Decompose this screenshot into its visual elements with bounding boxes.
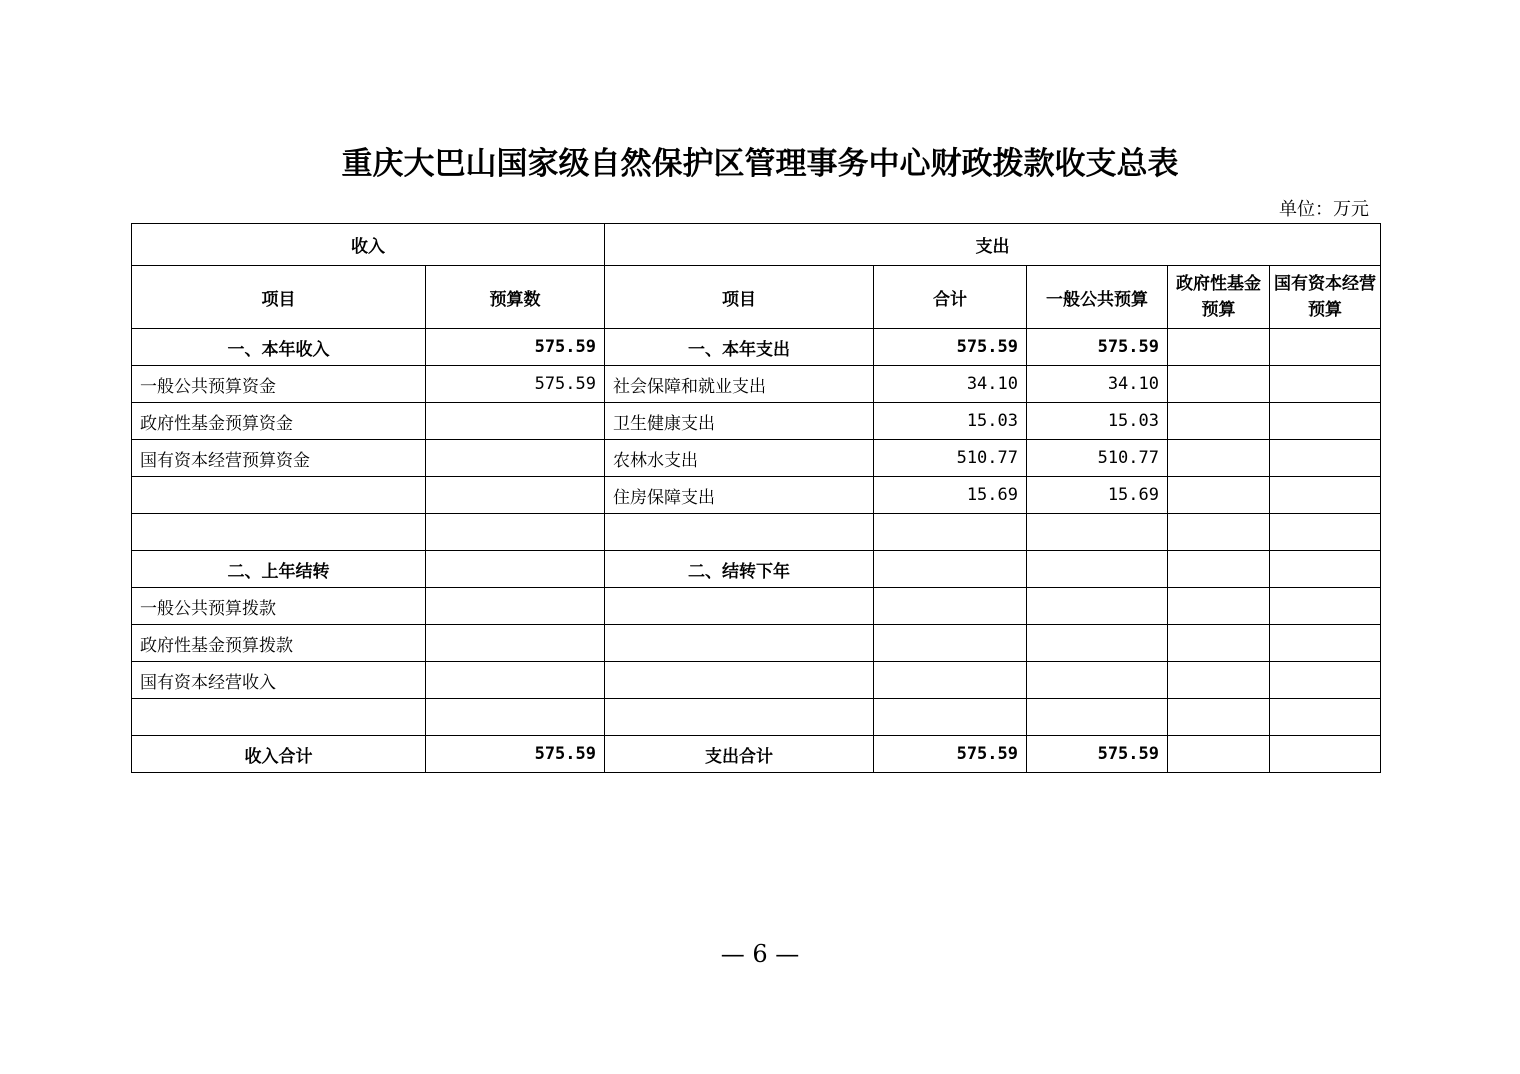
expense-general-cell — [1027, 588, 1168, 625]
expense-item-cell: 二、结转下年 — [605, 551, 874, 588]
income-budget-cell — [426, 403, 605, 440]
table-row — [132, 588, 1381, 625]
table-row — [132, 329, 1381, 366]
income-budget-cell — [426, 625, 605, 662]
income-budget-cell: 575.59 — [426, 329, 605, 366]
expense-gov-fund-cell — [1168, 366, 1270, 403]
income-budget-cell — [426, 699, 605, 736]
table-row — [132, 662, 1381, 699]
expense-state-capital-cell — [1270, 440, 1381, 477]
expense-item-cell — [605, 514, 874, 551]
income-budget-cell — [426, 588, 605, 625]
expense-general-cell — [1027, 514, 1168, 551]
expense-general-cell: 34.10 — [1027, 366, 1168, 403]
expense-state-capital-total-value — [1270, 736, 1381, 773]
expense-gov-fund-header: 政府性基金预算 — [1168, 266, 1270, 329]
header-row-top — [132, 224, 1381, 266]
expense-total-cell: 510.77 — [874, 440, 1027, 477]
table-row — [132, 403, 1381, 440]
expense-item-cell — [605, 625, 874, 662]
expense-general-cell: 15.03 — [1027, 403, 1168, 440]
expense-total-label: 支出合计 — [605, 736, 874, 773]
income-item-cell: 一般公共预算拨款 — [132, 588, 426, 625]
unit-label: 单位：万元 — [1279, 199, 1369, 220]
expense-state-capital-cell — [1270, 551, 1381, 588]
income-budget-cell: 575.59 — [426, 366, 605, 403]
expense-item-cell: 一、本年支出 — [605, 329, 874, 366]
income-budget-cell — [426, 662, 605, 699]
income-item-cell — [132, 699, 426, 736]
income-item-cell: 国有资本经营收入 — [132, 662, 426, 699]
expense-state-capital-cell — [1270, 699, 1381, 736]
table-row — [132, 625, 1381, 662]
income-budget-cell — [426, 551, 605, 588]
income-budget-cell — [426, 514, 605, 551]
expense-item-cell: 农林水支出 — [605, 440, 874, 477]
expense-gov-fund-cell — [1168, 625, 1270, 662]
page-title: 重庆大巴山国家级自然保护区管理事务中心财政拨款收支总表 — [341, 146, 1179, 182]
income-item-cell: 二、上年结转 — [132, 551, 426, 588]
income-item-header: 项目 — [132, 266, 426, 329]
expense-total-cell — [874, 514, 1027, 551]
income-budget-cell — [426, 477, 605, 514]
income-item-cell: 一般公共预算资金 — [132, 366, 426, 403]
expense-total-cell — [874, 588, 1027, 625]
expense-item-cell — [605, 699, 874, 736]
expense-gov-fund-total-value — [1168, 736, 1270, 773]
expense-item-cell: 住房保障支出 — [605, 477, 874, 514]
expense-total-cell — [874, 699, 1027, 736]
expense-general-cell — [1027, 662, 1168, 699]
expense-total-cell — [874, 625, 1027, 662]
expense-total-cell: 575.59 — [874, 329, 1027, 366]
expense-item-cell: 卫生健康支出 — [605, 403, 874, 440]
expense-total-cell — [874, 551, 1027, 588]
expense-gov-fund-cell — [1168, 551, 1270, 588]
expense-item-cell — [605, 662, 874, 699]
expense-gov-fund-cell — [1168, 588, 1270, 625]
expense-gov-fund-cell — [1168, 699, 1270, 736]
expense-general-cell: 15.69 — [1027, 477, 1168, 514]
expense-gov-fund-cell — [1168, 329, 1270, 366]
expense-state-capital-cell — [1270, 625, 1381, 662]
expense-total-cell: 34.10 — [874, 366, 1027, 403]
income-item-cell — [132, 514, 426, 551]
expense-general-cell — [1027, 699, 1168, 736]
expense-gov-fund-cell — [1168, 662, 1270, 699]
expense-general-cell: 575.59 — [1027, 329, 1168, 366]
table-row — [132, 551, 1381, 588]
header-row-sub — [132, 266, 1381, 329]
income-item-cell: 国有资本经营预算资金 — [132, 440, 426, 477]
table-row — [132, 440, 1381, 477]
table-row — [132, 366, 1381, 403]
expense-total-cell — [874, 662, 1027, 699]
expense-gov-fund-cell — [1168, 514, 1270, 551]
expense-state-capital-cell — [1270, 366, 1381, 403]
expense-general-cell — [1027, 551, 1168, 588]
income-item-cell: 一、本年收入 — [132, 329, 426, 366]
finance-table — [131, 223, 1381, 773]
expense-gov-fund-cell — [1168, 403, 1270, 440]
expense-total-cell: 15.69 — [874, 477, 1027, 514]
expense-state-capital-header: 国有资本经营预算 — [1270, 266, 1381, 329]
expense-state-capital-cell — [1270, 329, 1381, 366]
expense-item-cell — [605, 588, 874, 625]
table-row — [132, 699, 1381, 736]
income-item-cell — [132, 477, 426, 514]
income-budget-header: 预算数 — [426, 266, 605, 329]
expense-state-capital-cell — [1270, 662, 1381, 699]
income-total-label: 收入合计 — [132, 736, 426, 773]
table-row-total — [132, 736, 1381, 773]
expense-state-capital-cell — [1270, 514, 1381, 551]
expense-state-capital-cell — [1270, 588, 1381, 625]
expense-general-total-value: 575.59 — [1027, 736, 1168, 773]
page-number: — 6 — — [720, 940, 800, 968]
income-total-value: 575.59 — [426, 736, 605, 773]
expense-item-header: 项目 — [605, 266, 874, 329]
expense-gov-fund-cell — [1168, 440, 1270, 477]
income-item-cell: 政府性基金预算拨款 — [132, 625, 426, 662]
expense-total-cell: 15.03 — [874, 403, 1027, 440]
expense-item-cell: 社会保障和就业支出 — [605, 366, 874, 403]
expense-general-cell — [1027, 625, 1168, 662]
expense-general-cell: 510.77 — [1027, 440, 1168, 477]
table-row — [132, 514, 1381, 551]
expense-total-value: 575.59 — [874, 736, 1027, 773]
income-budget-cell — [426, 440, 605, 477]
expense-total-header: 合计 — [874, 266, 1027, 329]
expense-state-capital-cell — [1270, 477, 1381, 514]
expense-state-capital-cell — [1270, 403, 1381, 440]
table-row — [132, 477, 1381, 514]
income-item-cell: 政府性基金预算资金 — [132, 403, 426, 440]
expense-header: 支出 — [605, 224, 1381, 266]
income-header: 收入 — [132, 224, 605, 266]
expense-gov-fund-cell — [1168, 477, 1270, 514]
expense-general-header: 一般公共预算 — [1027, 266, 1168, 329]
